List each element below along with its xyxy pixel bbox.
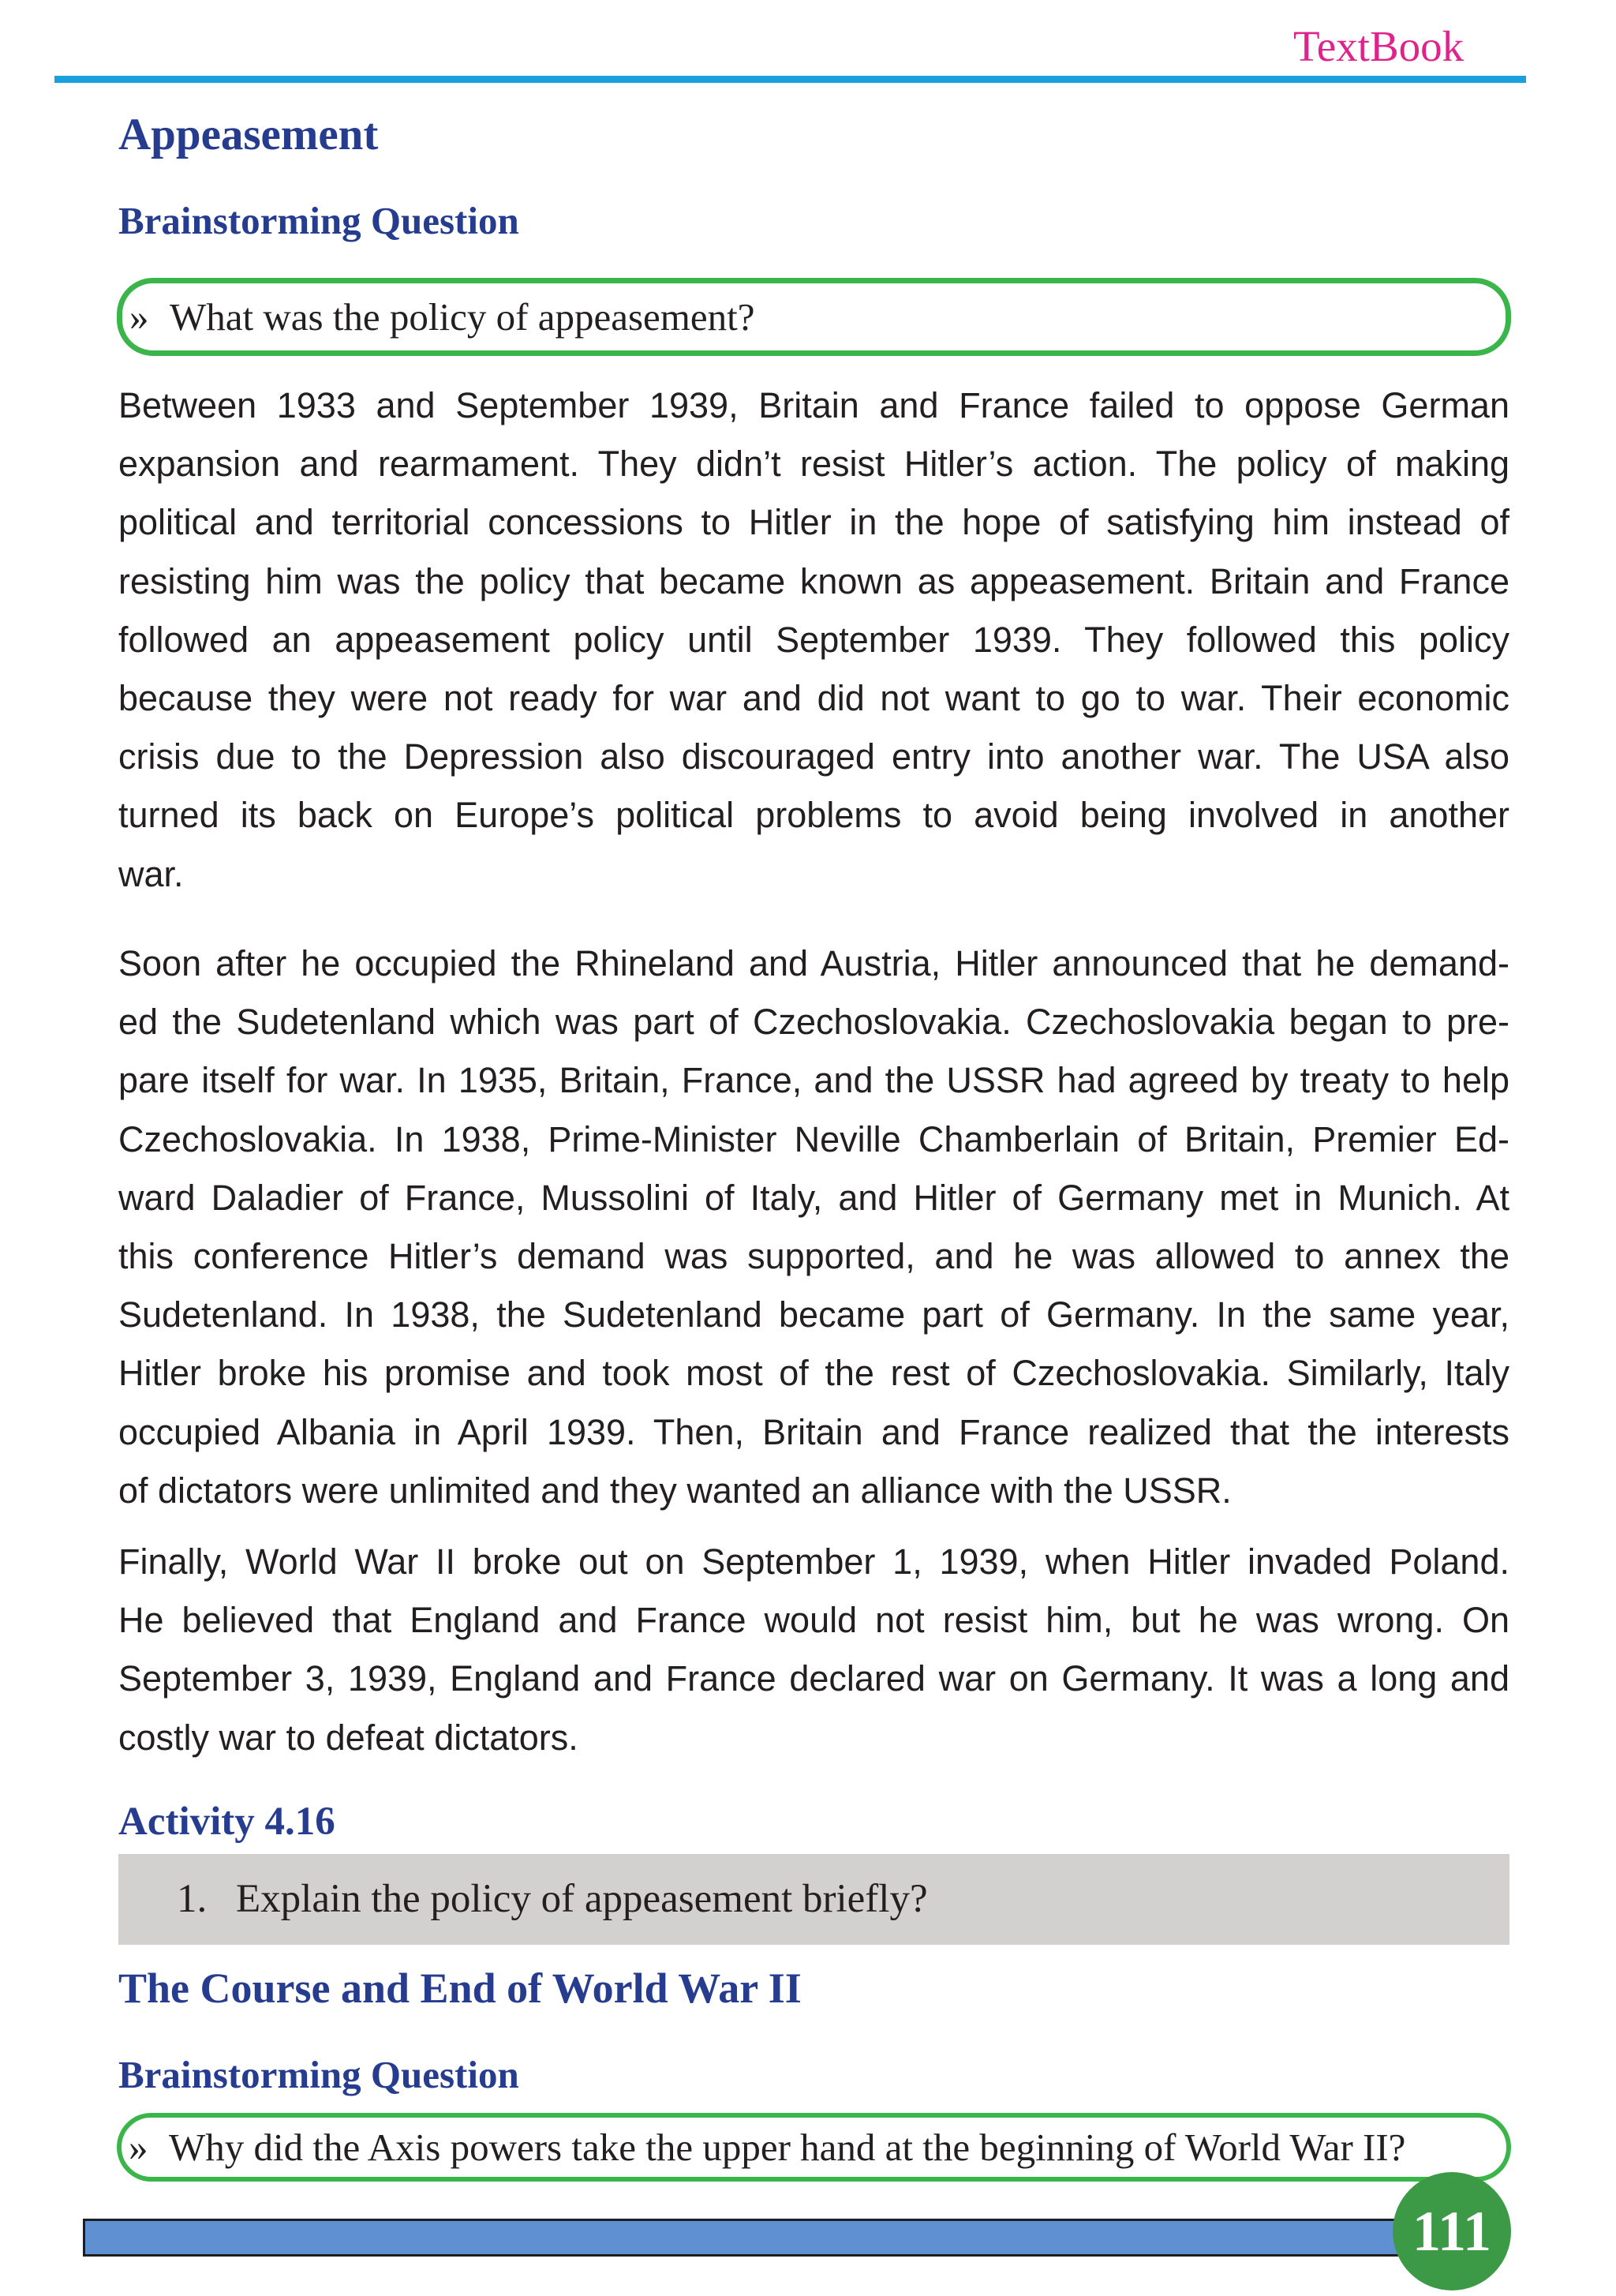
page-number: 111 xyxy=(1412,2200,1492,2263)
paragraph-line: turned its back on Europe’s political problems to avoid being involved in another xyxy=(118,795,1509,836)
section-title-appeasement: Appeasement xyxy=(118,110,379,159)
body-paragraph xyxy=(118,376,1509,904)
body-paragraph xyxy=(118,1533,1509,1767)
body-paragraph xyxy=(118,935,1509,1520)
brainstorming-question-box xyxy=(117,2113,1511,2182)
page-number-badge xyxy=(1393,2172,1511,2290)
header-rule xyxy=(54,76,1526,83)
paragraph-line: Soon after he occupied the Rhineland and Austria, Hitler announced that he demand- xyxy=(118,943,1509,983)
paragraph-line: costly war to defeat dictators. xyxy=(118,1717,578,1758)
paragraph-line: because they were not ready for war and did not want to go to war. Their economic xyxy=(118,677,1509,718)
brainstorming-question-text: What was the policy of appeasement? xyxy=(170,295,755,339)
paragraph-line: this conference Hitler’s demand was supported, and he was allowed to annex the xyxy=(118,1235,1509,1276)
activity-box xyxy=(118,1854,1509,1945)
paragraph-line: Hitler broke his promise and took most of the rest of Czechoslovakia. Similarly, Italy xyxy=(118,1353,1509,1394)
paragraph-line: September 3, 1939, England and France declared war on Germany. It was a long and xyxy=(118,1658,1509,1699)
paragraph-line: ed the Sudetenland which was part of Czechoslovakia. Czechoslovakia began to pre- xyxy=(118,1002,1509,1043)
activity-item-text: Explain the policy of appeasement briefly? xyxy=(236,1877,928,1921)
paragraph-line: expansion and rearmament. They didn’t resist Hitler’s action. The policy of making xyxy=(118,444,1509,485)
paragraph-line: He believed that England and France would not resist him, but he was wrong. On xyxy=(118,1600,1509,1641)
paragraph-line: pare itself for war. In 1935, Britain, France, and the USSR had agreed by treaty to help xyxy=(118,1060,1509,1101)
brainstorming-question-text: Why did the Axis powers take the upper hand at the beginning of World War II? xyxy=(169,2126,1406,2169)
paragraph-line: occupied Albania in April 1939. Then, Britain and France realized that the interests xyxy=(118,1411,1509,1452)
double-chevron-icon: » xyxy=(129,295,149,339)
paragraph-line: resisting him was the policy that became known as appeasement. Britain and France xyxy=(118,560,1509,601)
paragraph-line: of dictators were unlimited and they wanted an alliance with the USSR. xyxy=(118,1470,1232,1511)
brainstorming-question-box xyxy=(117,278,1511,356)
activity-title: Activity 4.16 xyxy=(118,1800,335,1844)
paragraph-line: crisis due to the Depression also discouraged entry into another war. The USA also xyxy=(118,736,1509,777)
paragraph-line: Sudetenland. In 1938, the Sudetenland became part of Germany. In the same year, xyxy=(118,1294,1509,1335)
brainstorming-label: Brainstorming Question xyxy=(118,199,519,242)
section-title-course-of-war: The Course and End of World War II xyxy=(118,1965,802,2012)
paragraph-line: ward Daladier of France, Mussolini of Italy, and Hitler of Germany met in Munich. At xyxy=(118,1177,1509,1218)
footer-bar xyxy=(83,2219,1424,2257)
paragraph-line: Czechoslovakia. In 1938, Prime-Minister Neville Chamberlain of Britain, Premier Ed- xyxy=(118,1118,1509,1159)
double-chevron-icon: » xyxy=(129,2126,148,2169)
paragraph-line: Between 1933 and September 1939, Britain and France failed to oppose German xyxy=(118,385,1509,425)
paragraph-line: followed an appeasement policy until September 1939. They followed this policy xyxy=(118,619,1509,660)
textbook-brand-label: TextBook xyxy=(1293,22,1464,70)
paragraph-line: Finally, World War II broke out on September 1, 1939, when Hitler invaded Poland. xyxy=(118,1541,1509,1582)
paragraph-line: war. xyxy=(118,853,184,894)
brainstorming-label: Brainstorming Question xyxy=(118,2053,519,2096)
paragraph-line: political and territorial concessions to Hitler in the hope of satisfying him instead of xyxy=(118,502,1509,543)
activity-item-number: 1. xyxy=(177,1877,208,1921)
